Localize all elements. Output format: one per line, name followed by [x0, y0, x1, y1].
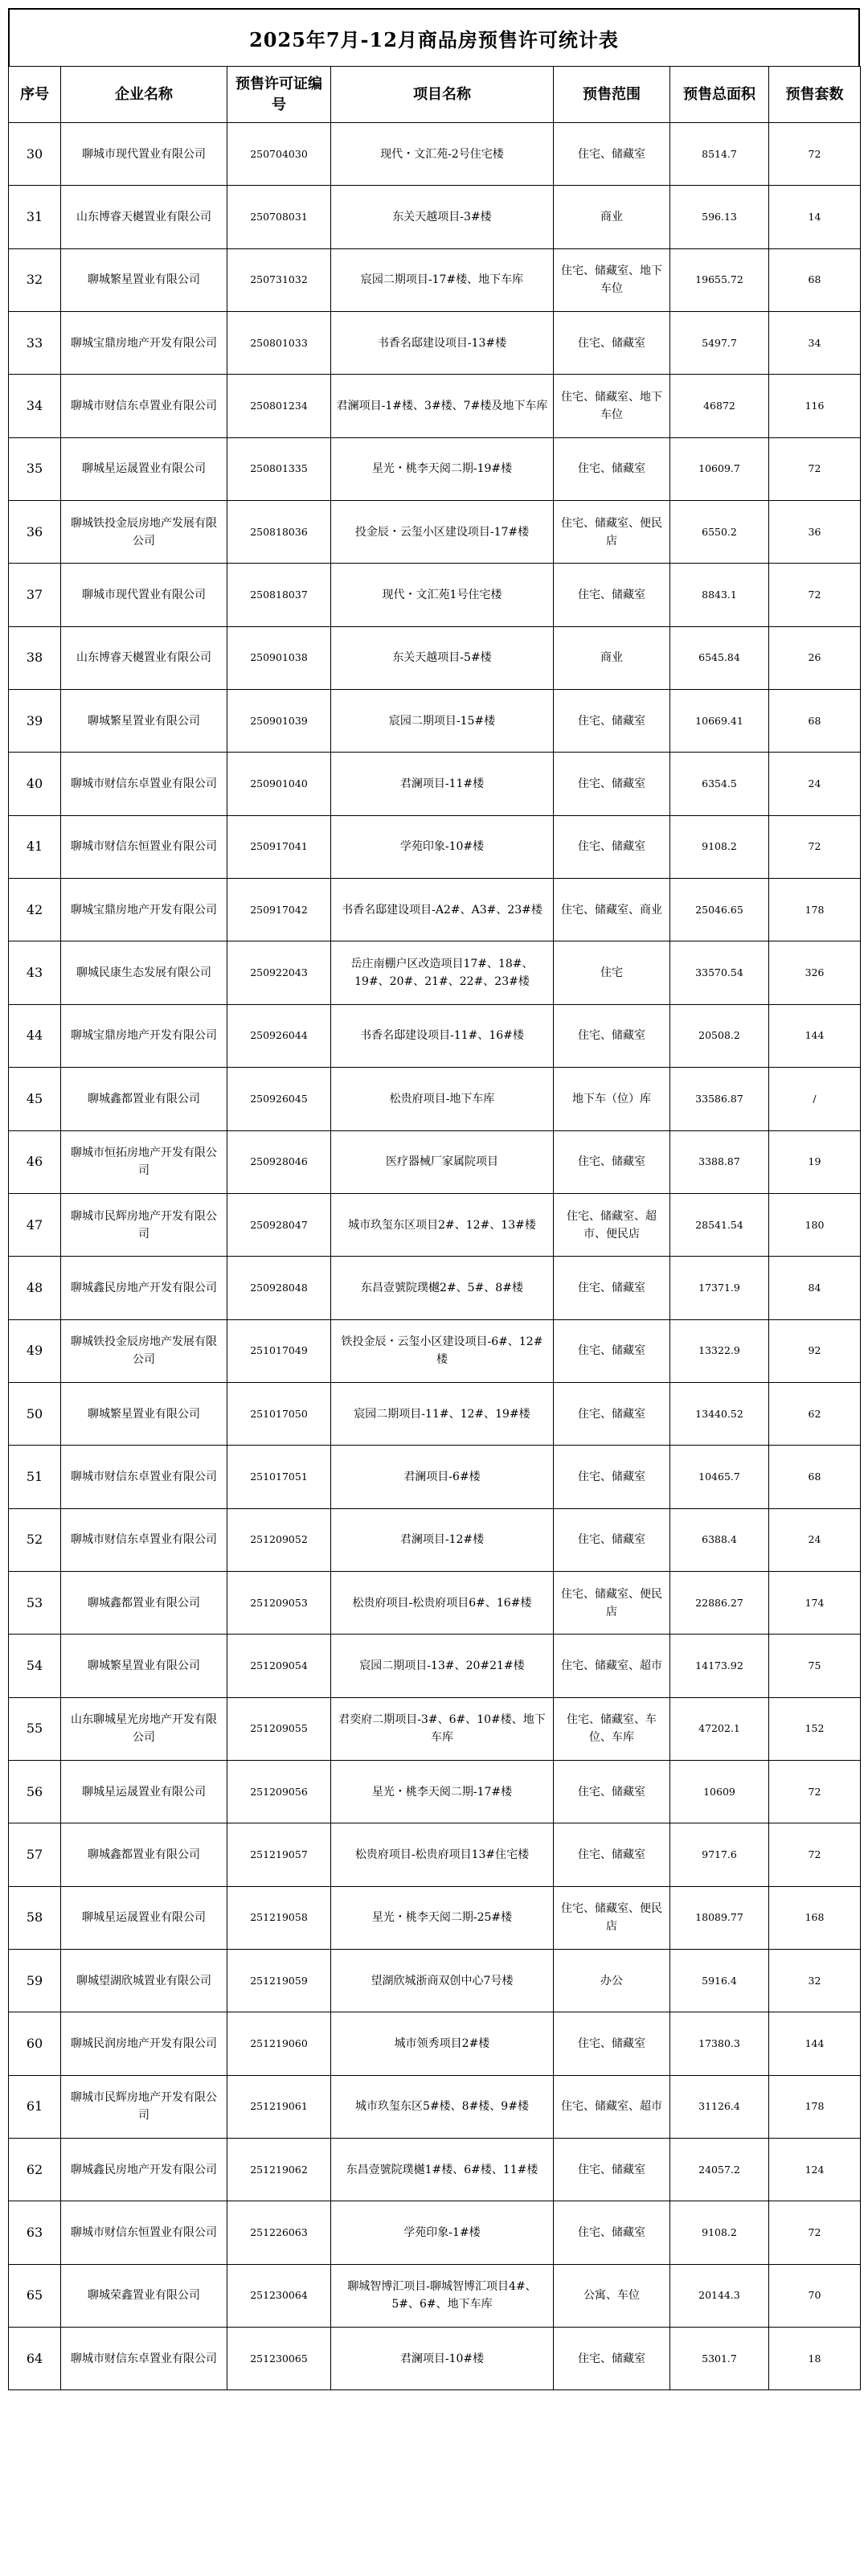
cell-scope: 住宅、储藏室 — [554, 2201, 670, 2264]
cell-project: 城市领秀项目2#楼 — [331, 2012, 554, 2075]
cell-seq: 52 — [9, 1508, 61, 1571]
cell-company: 聊城市财信东恒置业有限公司 — [61, 2201, 227, 2264]
cell-seq: 59 — [9, 1949, 61, 2012]
cell-area: 13322.9 — [670, 1319, 769, 1382]
cell-company: 聊城市财信东恒置业有限公司 — [61, 815, 227, 878]
cell-permit-no: 250928048 — [227, 1257, 331, 1319]
cell-scope: 住宅、储藏室 — [554, 564, 670, 626]
cell-permit-no: 250801335 — [227, 437, 331, 500]
table-row — [9, 1257, 861, 1319]
cell-units: 32 — [769, 1949, 861, 2012]
cell-area: 9108.2 — [670, 815, 769, 878]
cell-project: 铁投金辰・云玺小区建设项目-6#、12#楼 — [331, 1319, 554, 1382]
cell-units: 178 — [769, 879, 861, 941]
cell-project: 岳庄南棚户区改造项目17#、18#、19#、20#、21#、22#、23#楼 — [331, 941, 554, 1004]
cell-permit-no: 250901039 — [227, 690, 331, 753]
cell-units: 24 — [769, 753, 861, 815]
cell-project: 星光・桃李天阅二期-17#楼 — [331, 1760, 554, 1823]
cell-seq: 35 — [9, 437, 61, 500]
table-row — [9, 564, 861, 626]
cell-company: 聊城望湖欣城置业有限公司 — [61, 1949, 227, 2012]
cell-project: 君奕府二期项目-3#、6#、10#楼、地下车库 — [331, 1697, 554, 1760]
cell-units: 72 — [769, 1760, 861, 1823]
cell-project: 投金辰・云玺小区建设项目-17#楼 — [331, 501, 554, 564]
cell-seq: 64 — [9, 2328, 61, 2390]
cell-units: 116 — [769, 375, 861, 437]
cell-scope: 住宅、储藏室 — [554, 1760, 670, 1823]
cell-scope: 住宅、储藏室 — [554, 1823, 670, 1886]
cell-permit-no: 251209053 — [227, 1571, 331, 1634]
cell-units: 124 — [769, 2139, 861, 2201]
cell-project: 书香名邸建设项目-13#楼 — [331, 312, 554, 375]
cell-company: 聊城铁投金辰房地产发展有限公司 — [61, 1319, 227, 1382]
cell-area: 14173.92 — [670, 1635, 769, 1697]
cell-units: 36 — [769, 501, 861, 564]
cell-seq: 62 — [9, 2139, 61, 2201]
cell-project: 君澜项目-10#楼 — [331, 2328, 554, 2390]
cell-scope: 住宅、储藏室、超市 — [554, 2075, 670, 2138]
statistics-sheet — [8, 8, 860, 2390]
cell-area: 9108.2 — [670, 2201, 769, 2264]
cell-seq: 47 — [9, 1193, 61, 1256]
table-row — [9, 1886, 861, 1949]
table-row — [9, 1823, 861, 1886]
cell-units: 72 — [769, 123, 861, 186]
cell-area: 5497.7 — [670, 312, 769, 375]
table-row — [9, 1004, 861, 1067]
cell-area: 10465.7 — [670, 1446, 769, 1508]
table-row — [9, 626, 861, 689]
cell-company: 聊城鑫都置业有限公司 — [61, 1068, 227, 1130]
cell-project: 东关天越项目-5#楼 — [331, 626, 554, 689]
cell-scope: 住宅、储藏室、商业 — [554, 879, 670, 941]
header-company: 企业名称 — [61, 67, 227, 123]
cell-units: 62 — [769, 1382, 861, 1445]
cell-area: 8843.1 — [670, 564, 769, 626]
cell-units: 18 — [769, 2328, 861, 2390]
header-permit-no: 预售许可证编号 — [227, 67, 331, 123]
cell-seq: 60 — [9, 2012, 61, 2075]
cell-scope: 商业 — [554, 626, 670, 689]
cell-scope: 地下车（位）库 — [554, 1068, 670, 1130]
cell-scope: 住宅、储藏室 — [554, 690, 670, 753]
cell-scope: 住宅、储藏室、便民店 — [554, 501, 670, 564]
cell-permit-no: 250917041 — [227, 815, 331, 878]
cell-units: 72 — [769, 2201, 861, 2264]
cell-scope: 住宅、储藏室 — [554, 2328, 670, 2390]
table-row — [9, 879, 861, 941]
cell-scope: 住宅、储藏室 — [554, 1319, 670, 1382]
cell-scope: 住宅、储藏室 — [554, 1257, 670, 1319]
cell-company: 聊城市财信东卓置业有限公司 — [61, 375, 227, 437]
cell-company: 聊城宝鼎房地产开发有限公司 — [61, 1004, 227, 1067]
cell-area: 33570.54 — [670, 941, 769, 1004]
cell-seq: 38 — [9, 626, 61, 689]
cell-seq: 48 — [9, 1257, 61, 1319]
table-row — [9, 2264, 861, 2327]
cell-permit-no: 251017049 — [227, 1319, 331, 1382]
cell-area: 6354.5 — [670, 753, 769, 815]
cell-seq: 34 — [9, 375, 61, 437]
cell-company: 聊城市财信东卓置业有限公司 — [61, 1446, 227, 1508]
cell-project: 星光・桃李天阅二期-19#楼 — [331, 437, 554, 500]
cell-seq: 57 — [9, 1823, 61, 1886]
cell-seq: 50 — [9, 1382, 61, 1445]
cell-company: 聊城鑫都置业有限公司 — [61, 1823, 227, 1886]
cell-seq: 61 — [9, 2075, 61, 2138]
cell-units: 72 — [769, 564, 861, 626]
cell-company: 聊城繁星置业有限公司 — [61, 1635, 227, 1697]
cell-seq: 56 — [9, 1760, 61, 1823]
table-row — [9, 1760, 861, 1823]
header-scope: 预售范围 — [554, 67, 670, 123]
cell-project: 松贵府项目-地下车库 — [331, 1068, 554, 1130]
cell-seq: 32 — [9, 248, 61, 311]
cell-permit-no: 251209052 — [227, 1508, 331, 1571]
cell-units: 72 — [769, 1823, 861, 1886]
cell-project: 星光・桃李天阅二期-25#楼 — [331, 1886, 554, 1949]
cell-scope: 住宅、储藏室 — [554, 815, 670, 878]
cell-units: 70 — [769, 2264, 861, 2327]
cell-permit-no: 250818036 — [227, 501, 331, 564]
cell-permit-no: 250708031 — [227, 186, 331, 248]
cell-project: 学苑印象-10#楼 — [331, 815, 554, 878]
table-row — [9, 1697, 861, 1760]
cell-permit-no: 251219058 — [227, 1886, 331, 1949]
cell-company: 聊城民康生态发展有限公司 — [61, 941, 227, 1004]
table-row — [9, 2201, 861, 2264]
cell-area: 33586.87 — [670, 1068, 769, 1130]
cell-company: 聊城市财信东卓置业有限公司 — [61, 753, 227, 815]
cell-area: 5301.7 — [670, 2328, 769, 2390]
cell-scope: 住宅、储藏室、超市、便民店 — [554, 1193, 670, 1256]
cell-area: 25046.65 — [670, 879, 769, 941]
cell-units: 24 — [769, 1508, 861, 1571]
cell-permit-no: 251230064 — [227, 2264, 331, 2327]
cell-units: 19 — [769, 1130, 861, 1193]
cell-seq: 41 — [9, 815, 61, 878]
cell-permit-no: 250928046 — [227, 1130, 331, 1193]
table-row — [9, 1319, 861, 1382]
cell-area: 47202.1 — [670, 1697, 769, 1760]
cell-permit-no: 250901038 — [227, 626, 331, 689]
cell-scope: 住宅、储藏室、地下车位 — [554, 375, 670, 437]
table-row — [9, 123, 861, 186]
cell-permit-no: 250731032 — [227, 248, 331, 311]
cell-scope: 住宅、储藏室 — [554, 1446, 670, 1508]
cell-units: 92 — [769, 1319, 861, 1382]
cell-seq: 65 — [9, 2264, 61, 2327]
table-row — [9, 1382, 861, 1445]
cell-seq: 45 — [9, 1068, 61, 1130]
cell-area: 19655.72 — [670, 248, 769, 311]
cell-permit-no: 250704030 — [227, 123, 331, 186]
table-row — [9, 941, 861, 1004]
cell-units: 168 — [769, 1886, 861, 1949]
cell-project: 东昌壹號院璞樾1#楼、6#楼、11#楼 — [331, 2139, 554, 2201]
cell-area: 5916.4 — [670, 1949, 769, 2012]
cell-area: 17380.3 — [670, 2012, 769, 2075]
cell-seq: 30 — [9, 123, 61, 186]
cell-area: 46872 — [670, 375, 769, 437]
table-row — [9, 1130, 861, 1193]
cell-company: 聊城民润房地产开发有限公司 — [61, 2012, 227, 2075]
cell-company: 聊城星运晟置业有限公司 — [61, 437, 227, 500]
cell-units: / — [769, 1068, 861, 1130]
cell-scope: 办公 — [554, 1949, 670, 2012]
cell-units: 180 — [769, 1193, 861, 1256]
cell-units: 26 — [769, 626, 861, 689]
cell-permit-no: 251219061 — [227, 2075, 331, 2138]
cell-seq: 39 — [9, 690, 61, 753]
cell-permit-no: 251226063 — [227, 2201, 331, 2264]
table-row — [9, 312, 861, 375]
cell-project: 君澜项目-12#楼 — [331, 1508, 554, 1571]
cell-project: 东关天越项目-3#楼 — [331, 186, 554, 248]
cell-company: 聊城宝鼎房地产开发有限公司 — [61, 879, 227, 941]
cell-permit-no: 250801234 — [227, 375, 331, 437]
cell-units: 75 — [769, 1635, 861, 1697]
table-row — [9, 501, 861, 564]
cell-scope: 住宅、储藏室 — [554, 1130, 670, 1193]
cell-project: 学苑印象-1#楼 — [331, 2201, 554, 2264]
header-seq: 序号 — [9, 67, 61, 123]
header-project: 项目名称 — [331, 67, 554, 123]
cell-project: 聊城智博汇项目-聊城智博汇项目4#、5#、6#、地下车库 — [331, 2264, 554, 2327]
cell-company: 聊城市财信东卓置业有限公司 — [61, 2328, 227, 2390]
cell-scope: 住宅、储藏室、便民店 — [554, 1571, 670, 1634]
cell-area: 6550.2 — [670, 501, 769, 564]
cell-project: 君澜项目-1#楼、3#楼、7#楼及地下车库 — [331, 375, 554, 437]
cell-project: 宸园二期项目-17#楼、地下车库 — [331, 248, 554, 311]
cell-company: 聊城荣鑫置业有限公司 — [61, 2264, 227, 2327]
cell-scope: 住宅、储藏室 — [554, 2012, 670, 2075]
cell-seq: 54 — [9, 1635, 61, 1697]
cell-area: 8514.7 — [670, 123, 769, 186]
table-row — [9, 1508, 861, 1571]
cell-scope: 商业 — [554, 186, 670, 248]
table-row — [9, 1949, 861, 2012]
cell-seq: 58 — [9, 1886, 61, 1949]
table-row — [9, 2075, 861, 2138]
cell-area: 22886.27 — [670, 1571, 769, 1634]
cell-seq: 53 — [9, 1571, 61, 1634]
cell-project: 现代・文汇苑1号住宅楼 — [331, 564, 554, 626]
cell-seq: 42 — [9, 879, 61, 941]
cell-scope: 住宅、储藏室 — [554, 1508, 670, 1571]
cell-seq: 33 — [9, 312, 61, 375]
cell-scope: 住宅、储藏室、便民店 — [554, 1886, 670, 1949]
cell-company: 聊城鑫都置业有限公司 — [61, 1571, 227, 1634]
cell-units: 72 — [769, 437, 861, 500]
cell-project: 松贵府项目-松贵府项目6#、16#楼 — [331, 1571, 554, 1634]
presale-permit-table — [8, 66, 861, 2390]
cell-units: 178 — [769, 2075, 861, 2138]
cell-company: 聊城市民辉房地产开发有限公司 — [61, 2075, 227, 2138]
cell-scope: 住宅、储藏室 — [554, 1382, 670, 1445]
cell-permit-no: 251209054 — [227, 1635, 331, 1697]
cell-project: 书香名邸建设项目-11#、16#楼 — [331, 1004, 554, 1067]
cell-permit-no: 250926045 — [227, 1068, 331, 1130]
cell-area: 20508.2 — [670, 1004, 769, 1067]
cell-permit-no: 250926044 — [227, 1004, 331, 1067]
table-row — [9, 1193, 861, 1256]
cell-units: 144 — [769, 2012, 861, 2075]
cell-permit-no: 250818037 — [227, 564, 331, 626]
cell-permit-no: 251230065 — [227, 2328, 331, 2390]
cell-seq: 40 — [9, 753, 61, 815]
table-row — [9, 1571, 861, 1634]
cell-permit-no: 251209056 — [227, 1760, 331, 1823]
cell-permit-no: 251219059 — [227, 1949, 331, 2012]
cell-company: 聊城市财信东卓置业有限公司 — [61, 1508, 227, 1571]
cell-scope: 住宅、储藏室 — [554, 1004, 670, 1067]
cell-permit-no: 250901040 — [227, 753, 331, 815]
table-row — [9, 1068, 861, 1130]
cell-area: 6545.84 — [670, 626, 769, 689]
cell-seq: 49 — [9, 1319, 61, 1382]
header-units: 预售套数 — [769, 67, 861, 123]
cell-company: 聊城繁星置业有限公司 — [61, 1382, 227, 1445]
cell-project: 君澜项目-6#楼 — [331, 1446, 554, 1508]
cell-seq: 44 — [9, 1004, 61, 1067]
cell-units: 34 — [769, 312, 861, 375]
cell-seq: 36 — [9, 501, 61, 564]
cell-company: 聊城繁星置业有限公司 — [61, 248, 227, 311]
cell-area: 10609.7 — [670, 437, 769, 500]
cell-scope: 住宅 — [554, 941, 670, 1004]
cell-scope: 住宅、储藏室 — [554, 123, 670, 186]
cell-company: 山东聊城星光房地产开发有限公司 — [61, 1697, 227, 1760]
cell-project: 现代・文汇苑-2号住宅楼 — [331, 123, 554, 186]
cell-project: 宸园二期项目-13#、20#21#楼 — [331, 1635, 554, 1697]
table-row — [9, 753, 861, 815]
table-row — [9, 690, 861, 753]
cell-seq: 51 — [9, 1446, 61, 1508]
cell-seq: 43 — [9, 941, 61, 1004]
cell-area: 596.13 — [670, 186, 769, 248]
cell-company: 聊城市恒拓房地产开发有限公司 — [61, 1130, 227, 1193]
cell-scope: 住宅、储藏室 — [554, 753, 670, 815]
cell-company: 聊城市现代置业有限公司 — [61, 123, 227, 186]
cell-scope: 住宅、储藏室、超市 — [554, 1635, 670, 1697]
cell-project: 宸园二期项目-15#楼 — [331, 690, 554, 753]
table-row — [9, 2328, 861, 2390]
cell-seq: 37 — [9, 564, 61, 626]
cell-company: 山东博睿天樾置业有限公司 — [61, 186, 227, 248]
cell-scope: 住宅、储藏室、车位、车库 — [554, 1697, 670, 1760]
table-row — [9, 1635, 861, 1697]
cell-project: 宸园二期项目-11#、12#、19#楼 — [331, 1382, 554, 1445]
cell-permit-no: 251017050 — [227, 1382, 331, 1445]
cell-company: 山东博睿天樾置业有限公司 — [61, 626, 227, 689]
cell-permit-no: 250928047 — [227, 1193, 331, 1256]
cell-permit-no: 250922043 — [227, 941, 331, 1004]
cell-seq: 46 — [9, 1130, 61, 1193]
cell-units: 68 — [769, 1446, 861, 1508]
cell-scope: 住宅、储藏室 — [554, 2139, 670, 2201]
cell-units: 68 — [769, 690, 861, 753]
cell-seq: 31 — [9, 186, 61, 248]
cell-units: 68 — [769, 248, 861, 311]
cell-scope: 公寓、车位 — [554, 2264, 670, 2327]
cell-units: 14 — [769, 186, 861, 248]
header-row — [9, 67, 861, 123]
cell-permit-no: 250801033 — [227, 312, 331, 375]
cell-seq: 63 — [9, 2201, 61, 2264]
table-row — [9, 375, 861, 437]
cell-project: 松贵府项目-松贵府项目13#住宅楼 — [331, 1823, 554, 1886]
cell-company: 聊城铁投金辰房地产发展有限公司 — [61, 501, 227, 564]
cell-scope: 住宅、储藏室 — [554, 437, 670, 500]
cell-project: 城市玖玺东区项目2#、12#、13#楼 — [331, 1193, 554, 1256]
cell-company: 聊城市现代置业有限公司 — [61, 564, 227, 626]
cell-seq: 55 — [9, 1697, 61, 1760]
cell-units: 152 — [769, 1697, 861, 1760]
cell-units: 144 — [769, 1004, 861, 1067]
cell-scope: 住宅、储藏室 — [554, 312, 670, 375]
cell-project: 望湖欣城浙商双创中心7号楼 — [331, 1949, 554, 2012]
table-row — [9, 248, 861, 311]
cell-area: 6388.4 — [670, 1508, 769, 1571]
cell-permit-no: 251017051 — [227, 1446, 331, 1508]
cell-project: 君澜项目-11#楼 — [331, 753, 554, 815]
cell-project: 城市玖玺东区5#楼、8#楼、9#楼 — [331, 2075, 554, 2138]
cell-area: 17371.9 — [670, 1257, 769, 1319]
cell-units: 174 — [769, 1571, 861, 1634]
table-row — [9, 1446, 861, 1508]
cell-area: 10669.41 — [670, 690, 769, 753]
table-row — [9, 2012, 861, 2075]
cell-area: 18089.77 — [670, 1886, 769, 1949]
table-row — [9, 2139, 861, 2201]
cell-units: 72 — [769, 815, 861, 878]
page-title: 2025年7月-12月商品房预售许可统计表 — [8, 8, 860, 66]
cell-company: 聊城宝鼎房地产开发有限公司 — [61, 312, 227, 375]
table-row — [9, 437, 861, 500]
cell-units: 84 — [769, 1257, 861, 1319]
cell-company: 聊城市民辉房地产开发有限公司 — [61, 1193, 227, 1256]
cell-area: 10609 — [670, 1760, 769, 1823]
cell-permit-no: 251209055 — [227, 1697, 331, 1760]
cell-area: 31126.4 — [670, 2075, 769, 2138]
cell-company: 聊城繁星置业有限公司 — [61, 690, 227, 753]
cell-area: 9717.6 — [670, 1823, 769, 1886]
table-row — [9, 186, 861, 248]
cell-company: 聊城星运晟置业有限公司 — [61, 1886, 227, 1949]
table-row — [9, 815, 861, 878]
cell-area: 3388.87 — [670, 1130, 769, 1193]
cell-project: 东昌壹號院璞樾2#、5#、8#楼 — [331, 1257, 554, 1319]
cell-company: 聊城鑫民房地产开发有限公司 — [61, 1257, 227, 1319]
cell-units: 326 — [769, 941, 861, 1004]
cell-area: 13440.52 — [670, 1382, 769, 1445]
cell-scope: 住宅、储藏室、地下车位 — [554, 248, 670, 311]
cell-permit-no: 250917042 — [227, 879, 331, 941]
header-area: 预售总面积 — [670, 67, 769, 123]
cell-permit-no: 251219060 — [227, 2012, 331, 2075]
cell-permit-no: 251219057 — [227, 1823, 331, 1886]
cell-project: 书香名邸建设项目-A2#、A3#、23#楼 — [331, 879, 554, 941]
cell-company: 聊城星运晟置业有限公司 — [61, 1760, 227, 1823]
cell-area: 20144.3 — [670, 2264, 769, 2327]
cell-area: 24057.2 — [670, 2139, 769, 2201]
cell-area: 28541.54 — [670, 1193, 769, 1256]
cell-permit-no: 251219062 — [227, 2139, 331, 2201]
cell-company: 聊城鑫民房地产开发有限公司 — [61, 2139, 227, 2201]
cell-project: 医疗器械厂家属院项目 — [331, 1130, 554, 1193]
